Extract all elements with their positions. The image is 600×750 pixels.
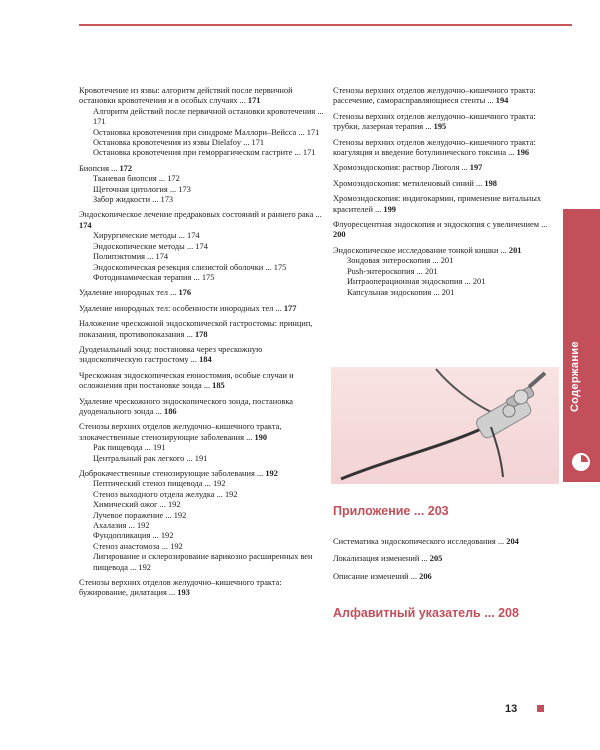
toc-subentry[interactable] [93,242,324,252]
page-number-marker [537,705,544,712]
toc-page-number: 200 [333,230,346,240]
toc-entry-text: Чрескожная эндоскопическая еюностомия, особые случаи и осложнения при постановке зонда ... [79,370,294,391]
toc-subentry-text: Push-энтероскопия ... [347,266,423,276]
toc-subentry-page: 191 [152,443,166,453]
toc-subentry-text: Хирургические методы ... [93,231,185,241]
toc-subentry[interactable] [93,138,324,148]
toc-subentry[interactable] [347,288,561,298]
toc-entry-title [79,86,324,107]
contents-side-tab[interactable] [563,209,600,482]
toc-subentry-text: Забор жидкости ... [93,195,159,205]
toc-entry-text: Стенозы верхних отделов желудочно–кишечного тракта: бужирование, дилатация ... [79,578,282,598]
toc-subentry-page: 175 [201,272,215,282]
toc-subentry-text: Эндоскопическая резекция слизистой оболочки ... [93,262,272,272]
toc-subentry[interactable] [347,256,561,266]
toc-subentry[interactable] [93,443,324,453]
toc-entry[interactable] [79,164,324,206]
appendix-entry-text: Систематика эндоскопического исследования ... [333,537,505,546]
toc-subentry[interactable] [93,552,324,573]
toc-entry-title [79,164,324,174]
toc-subentry-text: Фундопликация ... [93,531,159,541]
toc-entry-text: Хромоэндоскопия: метиленовый синий ... [333,178,483,188]
toc-subentry-text: Щеточная цитология ... [93,184,177,194]
toc-subentry-text: Ахалазия ... [93,521,135,531]
toc-subentry-page: 173 [178,184,191,194]
toc-subentry-page: 192 [167,500,181,510]
appendix-page-number: 204 [506,537,519,546]
toc-subentry-page: 192 [224,489,238,499]
page-number: 13 [505,703,518,715]
toc-subentry[interactable] [93,479,324,489]
toc-subentry-text: Стеноз выходного отдела желудка ... [93,489,223,499]
toc-page-number: 193 [177,588,190,598]
toc-entry-text: Эндоскопическое исследование тонкой кишки ... [333,245,507,255]
toc-left-column [79,86,324,604]
toc-subentry-text: Лигирование и склерозирование варикозно расширенных вен пищевода ... [93,552,313,572]
index-heading: Алфавитный указатель ... 208 [333,606,519,620]
appendix-heading: Приложение ... 203 [333,504,449,518]
toc-subentry[interactable] [93,511,324,521]
toc-subentry-page: 175 [273,262,287,272]
toc-subentry-page: 192 [212,479,226,489]
appendix-entry[interactable] [333,554,561,564]
toc-page-number: 176 [178,288,192,298]
toc-subentry-page: 192 [136,521,150,531]
toc-subentry-text: Фотодинамическая терапия ... [93,272,200,282]
toc-subentry-text: Рак пищевода ... [93,443,151,453]
toc-entry-title [79,319,324,340]
toc-entry-title [333,138,561,159]
appendix-entry[interactable] [333,572,561,582]
toc-page-number: 197 [469,163,483,173]
toc-entry[interactable] [333,138,561,159]
toc-entry-title [79,422,324,443]
toc-page-number: 184 [199,355,212,365]
toc-entry-text: Дуоденальный зонд: постановка через чрескожную эндоскопическую гастростому ... [79,344,263,365]
toc-subentry-text: Остановка кровотечения при синдроме Маллори–Вейсса ... [93,127,305,137]
toc-entry-title [79,304,324,314]
toc-subentry-page: 192 [160,531,174,541]
toc-entry-title [333,163,561,173]
toc-entry[interactable] [79,319,324,340]
toc-page-number: 185 [212,381,225,391]
toc-subentry-page: 171 [306,127,320,137]
toc-entry-title [79,345,324,366]
toc-entry-text: Биопсия ... [79,163,118,173]
toc-subentry-page: 171 [93,117,106,127]
toc-entry[interactable] [79,578,324,599]
toc-subentry-page: 171 [302,148,316,158]
top-rule [79,24,572,26]
toc-subentry[interactable] [93,490,324,500]
toc-entry[interactable] [79,469,324,573]
toc-subentry-text: Алгоритм действий после первичной остановки кровотечения ... [93,106,324,116]
toc-subentry-page: 201 [440,256,454,266]
toc-subentry[interactable] [93,263,324,273]
toc-subentry-text: Центральный рак легкого ... [93,453,193,463]
toc-subentry[interactable] [347,277,561,287]
toc-subentry-text: Остановка кровотечения при геморрагическом гастрите ... [93,148,301,158]
appendix-list [333,537,561,589]
section-circle-icon [571,452,591,472]
toc-subentry-page: 172 [167,174,180,184]
toc-entry-text: Удаление инородных тел ... [79,288,177,298]
toc-entry-text: Стенозы верхних отделов желудочно–кишечного тракта: рассечение, саморасправляющиеся стенты ... [333,86,536,106]
toc-subentry[interactable] [93,128,324,138]
toc-entry-title [79,578,324,599]
toc-subentry-page: 201 [424,266,438,276]
toc-subentry[interactable] [93,185,324,195]
toc-subentry[interactable] [93,454,324,464]
toc-subentry-text: Остановка кровотечения из язвы Dielafoy ... [93,138,250,148]
toc-subentry-page: 192 [173,510,187,520]
toc-subentry[interactable] [93,500,324,510]
toc-subentry-page: 201 [441,287,455,297]
appendix-entry[interactable] [333,537,561,547]
toc-entry-title [333,112,561,133]
toc-entry-text: Флуоресцентная эндоскопия и эндоскопия с увеличением ... [333,220,548,230]
toc-subentry-page: 191 [194,453,208,463]
toc-page-number: 190 [254,432,268,442]
toc-entry[interactable] [79,86,324,159]
toc-entry[interactable] [333,194,561,215]
toc-subentry[interactable] [93,174,324,184]
toc-subentry[interactable] [93,531,324,541]
toc-page-number: 177 [283,303,297,313]
toc-entry[interactable] [333,86,561,107]
appendix-entry-text: Локализация изменений ... [333,554,428,564]
toc-subentry[interactable] [93,107,324,128]
toc-subentry[interactable] [93,521,324,531]
toc-entry[interactable] [79,422,324,464]
toc-subentry[interactable] [93,195,324,205]
toc-entry[interactable] [79,345,324,366]
toc-page-number: 174 [79,220,92,230]
toc-subentry-text: Эндоскопические методы ... [93,241,194,251]
toc-entry-text: Удаление чрескожного эндоскопического зонда, постановка дуоденального зонда ... [79,396,293,416]
toc-subentry[interactable] [93,148,324,158]
toc-entry[interactable] [79,371,324,392]
toc-page-number: 201 [508,245,522,255]
toc-entry-text: Удаление инородных тел: особенности инородных тел ... [79,303,282,313]
toc-page-number: 171 [247,96,261,106]
toc-page-number: 195 [433,122,447,132]
toc-subentry[interactable] [93,231,324,241]
endoscope-photo [331,367,559,484]
toc-subentry[interactable] [347,267,561,277]
toc-subentry[interactable] [93,252,324,262]
toc-page-number: 196 [516,148,530,158]
toc-page-number: 192 [265,469,278,478]
side-tab-label: Содержание [569,341,581,413]
toc-subentry-page: 201 [472,277,486,287]
toc-entry-title [333,246,561,256]
appendix-page-number: 205 [429,554,443,564]
toc-page-number: 198 [484,178,497,188]
toc-subentry-text: Лучевое поражение ... [93,510,172,520]
toc-subentry-page: 174 [155,252,169,262]
appendix-entry-text: Описание изменений ... [333,571,418,581]
toc-entry-text: Хромоэндоскопия: раствор Люголя ... [333,163,468,173]
toc-entry[interactable] [79,304,324,314]
toc-entry-title [79,469,324,479]
toc-subentry-page: 173 [160,195,174,205]
toc-page-number: 186 [164,406,177,416]
toc-entry[interactable] [79,397,324,418]
toc-subentry-text: Полипэктомия ... [93,252,154,262]
toc-subentry-page: 174 [195,241,208,251]
toc-entry-text: Эндоскопическое лечение предраковых состояний и раннего рака ... [79,210,322,220]
toc-page-number: 178 [194,329,208,339]
toc-subentry[interactable] [93,542,324,552]
toc-entry[interactable] [333,220,561,241]
toc-entry-text: Стенозы верхних отделов желудочно–кишечного тракта: трубки, лазерная терапия ... [333,111,536,132]
toc-subentry-text: Тканевая биопсия ... [93,174,166,184]
toc-entry-text: Кровотечение из язвы: алгоритм действий после первичной остановки кровотечения и в особых случаях ... [79,86,293,106]
toc-entry[interactable] [79,210,324,283]
toc-subentry-text: Капсульная эндоскопия ... [347,287,440,297]
toc-right-column [333,86,561,303]
toc-page-number: 194 [495,96,509,106]
toc-entry[interactable] [333,112,561,133]
toc-subentry-page: 192 [170,541,183,551]
toc-entry-text: Стенозы верхних отделов желудочно–кишечного тракта: коагуляция и введение ботулинического токсина ... [333,137,536,158]
toc-entry[interactable] [333,163,561,173]
endoscope-icon [331,367,559,484]
toc-entry-text: Стенозы верхних отделов желудочно–кишечного тракта, злокачественные стенозирующие заболевания ... [79,422,282,442]
toc-subentry-page: 171 [251,138,265,148]
toc-entry-title [333,194,561,215]
toc-entry-title [79,288,324,298]
toc-entry[interactable] [79,288,324,298]
toc-entry-text: Наложение чрескожной эндоскопической гастростомы: принцип, показания, противопоказания ... [79,319,313,339]
toc-page-number: 199 [383,204,396,214]
toc-entry-title [79,371,324,392]
toc-entry-title [333,220,561,241]
toc-entry-title [333,179,561,189]
appendix-page-number: 206 [419,571,432,581]
toc-subentry-page: 174 [187,231,200,241]
toc-subentry-page: 192 [138,562,151,572]
toc-subentry-text: Химический ожог ... [93,500,166,510]
toc-subentry-text: Стеноз анастомоза ... [93,541,169,551]
toc-entry-title [333,86,561,107]
toc-entry-title [79,210,324,231]
toc-entry[interactable] [333,246,561,298]
toc-subentry-text: Пептический стеноз пищевода ... [93,479,211,489]
toc-entry[interactable] [333,179,561,189]
toc-page-number: 172 [119,163,133,173]
toc-entry-title [79,397,324,418]
toc-entry-text: Доброкачественные стенозирующие заболевания ... [79,469,264,478]
toc-entry-text: Хромоэндоскопия: индигокармин, применение витальных красителей ... [333,194,542,214]
toc-subentry-text: Интраоперационная эндоскопия ... [347,277,471,287]
toc-subentry[interactable] [93,273,324,283]
toc-subentry-text: Зондовая энтероскопия ... [347,256,439,266]
